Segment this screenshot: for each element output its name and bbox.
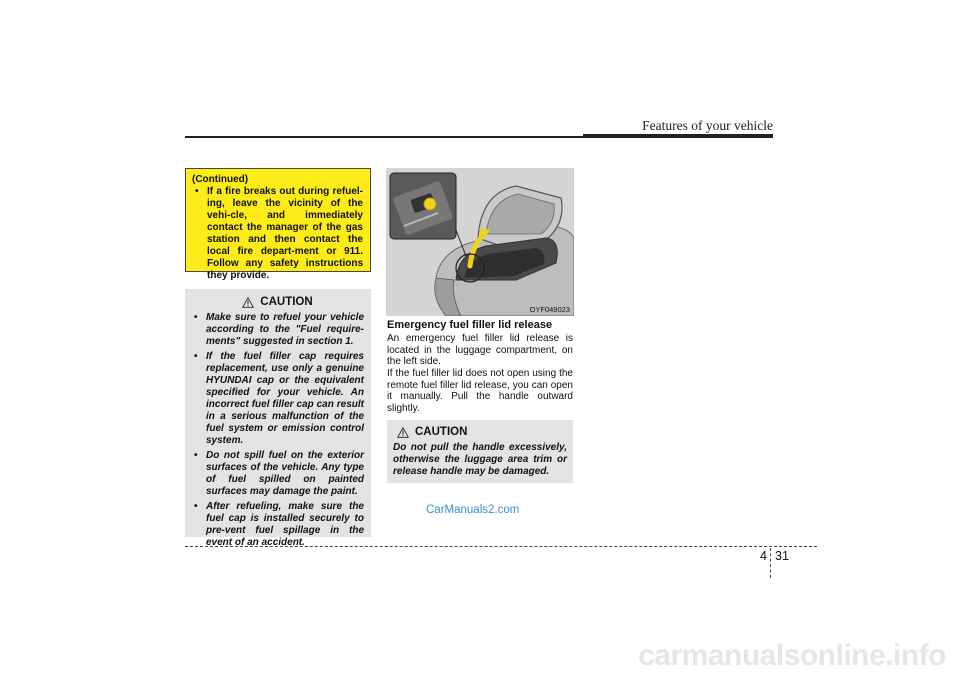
page-number: 31 bbox=[775, 549, 789, 563]
footer-dashed-rule bbox=[185, 546, 817, 547]
warning-continued-box bbox=[185, 168, 371, 281]
caution-heading bbox=[191, 296, 364, 308]
caution-item: • Make sure to refuel your vehicle according to the "Fuel require-ments" suggested in section 1. bbox=[191, 312, 364, 348]
caution-heading bbox=[393, 426, 567, 438]
continued-label: (Continued) bbox=[192, 174, 249, 185]
continued-list bbox=[192, 186, 363, 282]
site-footer-watermark: carmanualsonline.info bbox=[638, 639, 946, 672]
caution-title: CAUTION bbox=[260, 296, 313, 308]
watermark-link[interactable]: CarManuals2.com bbox=[426, 504, 520, 516]
header-rule-accent bbox=[583, 134, 773, 138]
caution-box-small bbox=[387, 420, 573, 483]
warning-triangle-icon bbox=[397, 427, 409, 438]
page-number-separator bbox=[770, 548, 771, 578]
section-paragraph-1: An emergency fuel filler lid release is located in the luggage compartment, on the left side. bbox=[387, 333, 573, 367]
section-paragraph-2: If the fuel filler lid does not open using the remote fuel filler lid release, you can open it manually. Pull the handle outward slightly. bbox=[387, 368, 573, 414]
continued-item: • If a fire breaks out during refuel-ing, leave the vicinity of the vehi-cle, and immediately contact the manager of the gas station and then contact the local fire depart-ment or 911. Follow any safety instructions they provide. bbox=[192, 186, 363, 282]
caution-item: • Do not spill fuel on the exterior surfaces of the vehicle. Any type of fuel spilled on painted surfaces may damage the paint. bbox=[191, 450, 364, 498]
trunk-illustration-drawing bbox=[386, 168, 574, 316]
warning-triangle-icon bbox=[242, 297, 254, 308]
caution-text: Do not pull the handle excessively, otherwise the luggage area trim or release handle may be damaged. bbox=[393, 442, 567, 477]
section-title: Emergency fuel filler lid release bbox=[387, 319, 553, 331]
caution-item: • If the fuel filler cap requires replacement, use only a genuine HYUNDAI cap or the equivalent specified for your vehicle. An incorrect fuel filler cap can result in a serious malfunction of the fuel system or emission control system. bbox=[191, 351, 364, 447]
caution-item: • After refueling, make sure the fuel cap is installed securely to pre-vent fuel spillage in the event of an accident. bbox=[191, 501, 364, 549]
caution-box-main bbox=[185, 289, 371, 548]
section-header-title: Features of your vehicle bbox=[642, 118, 773, 133]
chapter-number: 4 bbox=[760, 549, 767, 563]
trunk-release-illustration bbox=[386, 168, 574, 316]
caution-list bbox=[191, 312, 364, 549]
caution-title: CAUTION bbox=[415, 426, 468, 438]
figure-code: OYF049023 bbox=[529, 305, 570, 314]
